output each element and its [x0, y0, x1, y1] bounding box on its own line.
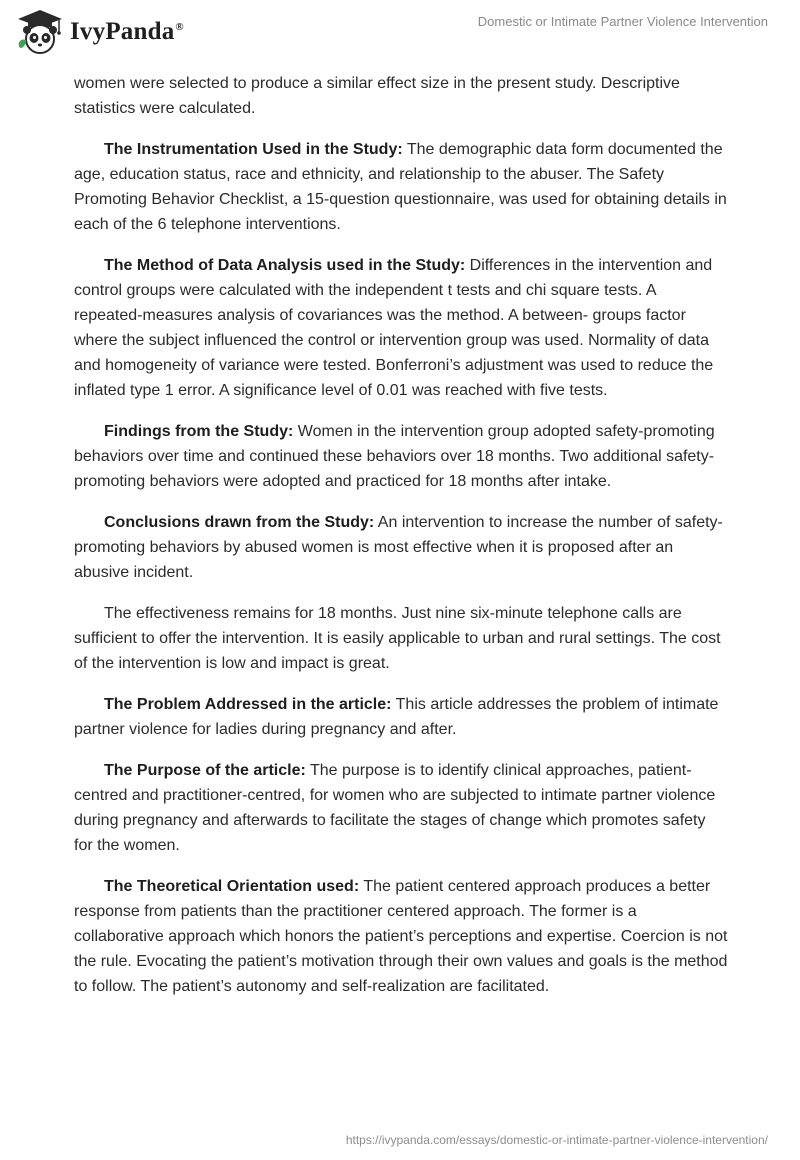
paragraph-instrumentation: The Instrumentation Used in the Study: The demographic data form documented the age, education status, race and ethnicity, and relationship to the abuser. The Safety Promoting Behavior Checklist, a 15-question questionnaire, was used for obtaining details in each of the 6 telephone interventions. — [74, 141, 727, 233]
paragraph-heading: The Purpose of the article: — [104, 762, 306, 779]
paragraph-data-analysis: The Method of Data Analysis used in the Study: Differences in the intervention and control groups were calculated with the independent t tests and chi square tests. A repeated-measures analysis of covariances was the method. A between- groups factor where the subject influenced the control or intervention group was used. Normality of data and homogeneity of variance were tested. Bonferroni’s adjustment was used to reduce the inflated type 1 error. A significance level of 0.01 was reached with five tests. — [74, 257, 714, 399]
brand-logo[interactable] — [14, 8, 184, 56]
source-url[interactable]: https://ivypanda.com/essays/domestic-or-intimate-partner-violence-intervention/ — [345, 1133, 768, 1147]
document-title: Domestic or Intimate Partner Violence Intervention — [477, 14, 768, 29]
paragraph-problem: The Problem Addressed in the article: This article addresses the problem of intimate partner violence for ladies during pregnancy and after. — [74, 696, 719, 738]
brand-name: IvyPanda® — [70, 18, 184, 45]
paragraph-continuation: women were selected to produce a similar effect size in the present study. Descriptive statistics were calculated. — [74, 75, 680, 117]
page-header — [0, 0, 800, 70]
paragraph-heading: Findings from the Study: — [104, 423, 294, 440]
paragraph-heading: The Theoretical Orientation used: — [104, 878, 360, 895]
paragraph-heading: Conclusions drawn from the Study: — [104, 514, 375, 531]
paragraph-heading: The Problem Addressed in the article: — [104, 696, 392, 713]
paragraph-theoretical-orientation: The Theoretical Orientation used: The patient centered approach produces a better response from patients than the practitioner centered approach. The former is a collaborative approach which honors the patient’s perceptions and expertise. Coercion is not the rule. Evocating the patient’s motivation through their own values and goals is the method to follow. The patient’s autonomy and self-realization are facilitated. — [74, 878, 728, 995]
paragraph-effectiveness: The effectiveness remains for 18 months. Just nine six-minute telephone calls are sufficient to offer the intervention. It is easily applicable to urban and rural settings. The cost of the intervention is low and impact is great. — [74, 605, 721, 672]
paragraph-heading: The Method of Data Analysis used in the Study: — [104, 257, 466, 274]
paragraph-conclusions: Conclusions drawn from the Study: An intervention to increase the number of safety-promoting behaviors by abused women is most effective when it is proposed after an abusive incident. — [74, 514, 723, 581]
panda-graduate-icon — [14, 8, 66, 56]
essay-body — [74, 71, 728, 1015]
paragraph-findings: Findings from the Study: Women in the intervention group adopted safety-promoting behaviors over time and continued these behaviors over 18 months. Two additional safety-promoting behaviors were adopted and practiced for 18 months after intake. — [74, 423, 715, 490]
paragraph-purpose: The Purpose of the article: The purpose is to identify clinical approaches, patient-centred and practitioner-centred, for women who are subjected to intimate partner violence during pregnancy and afterwards to facilitate the stages of change which promotes safety for the women. — [74, 762, 716, 854]
paragraph-heading: The Instrumentation Used in the Study: — [104, 141, 403, 158]
